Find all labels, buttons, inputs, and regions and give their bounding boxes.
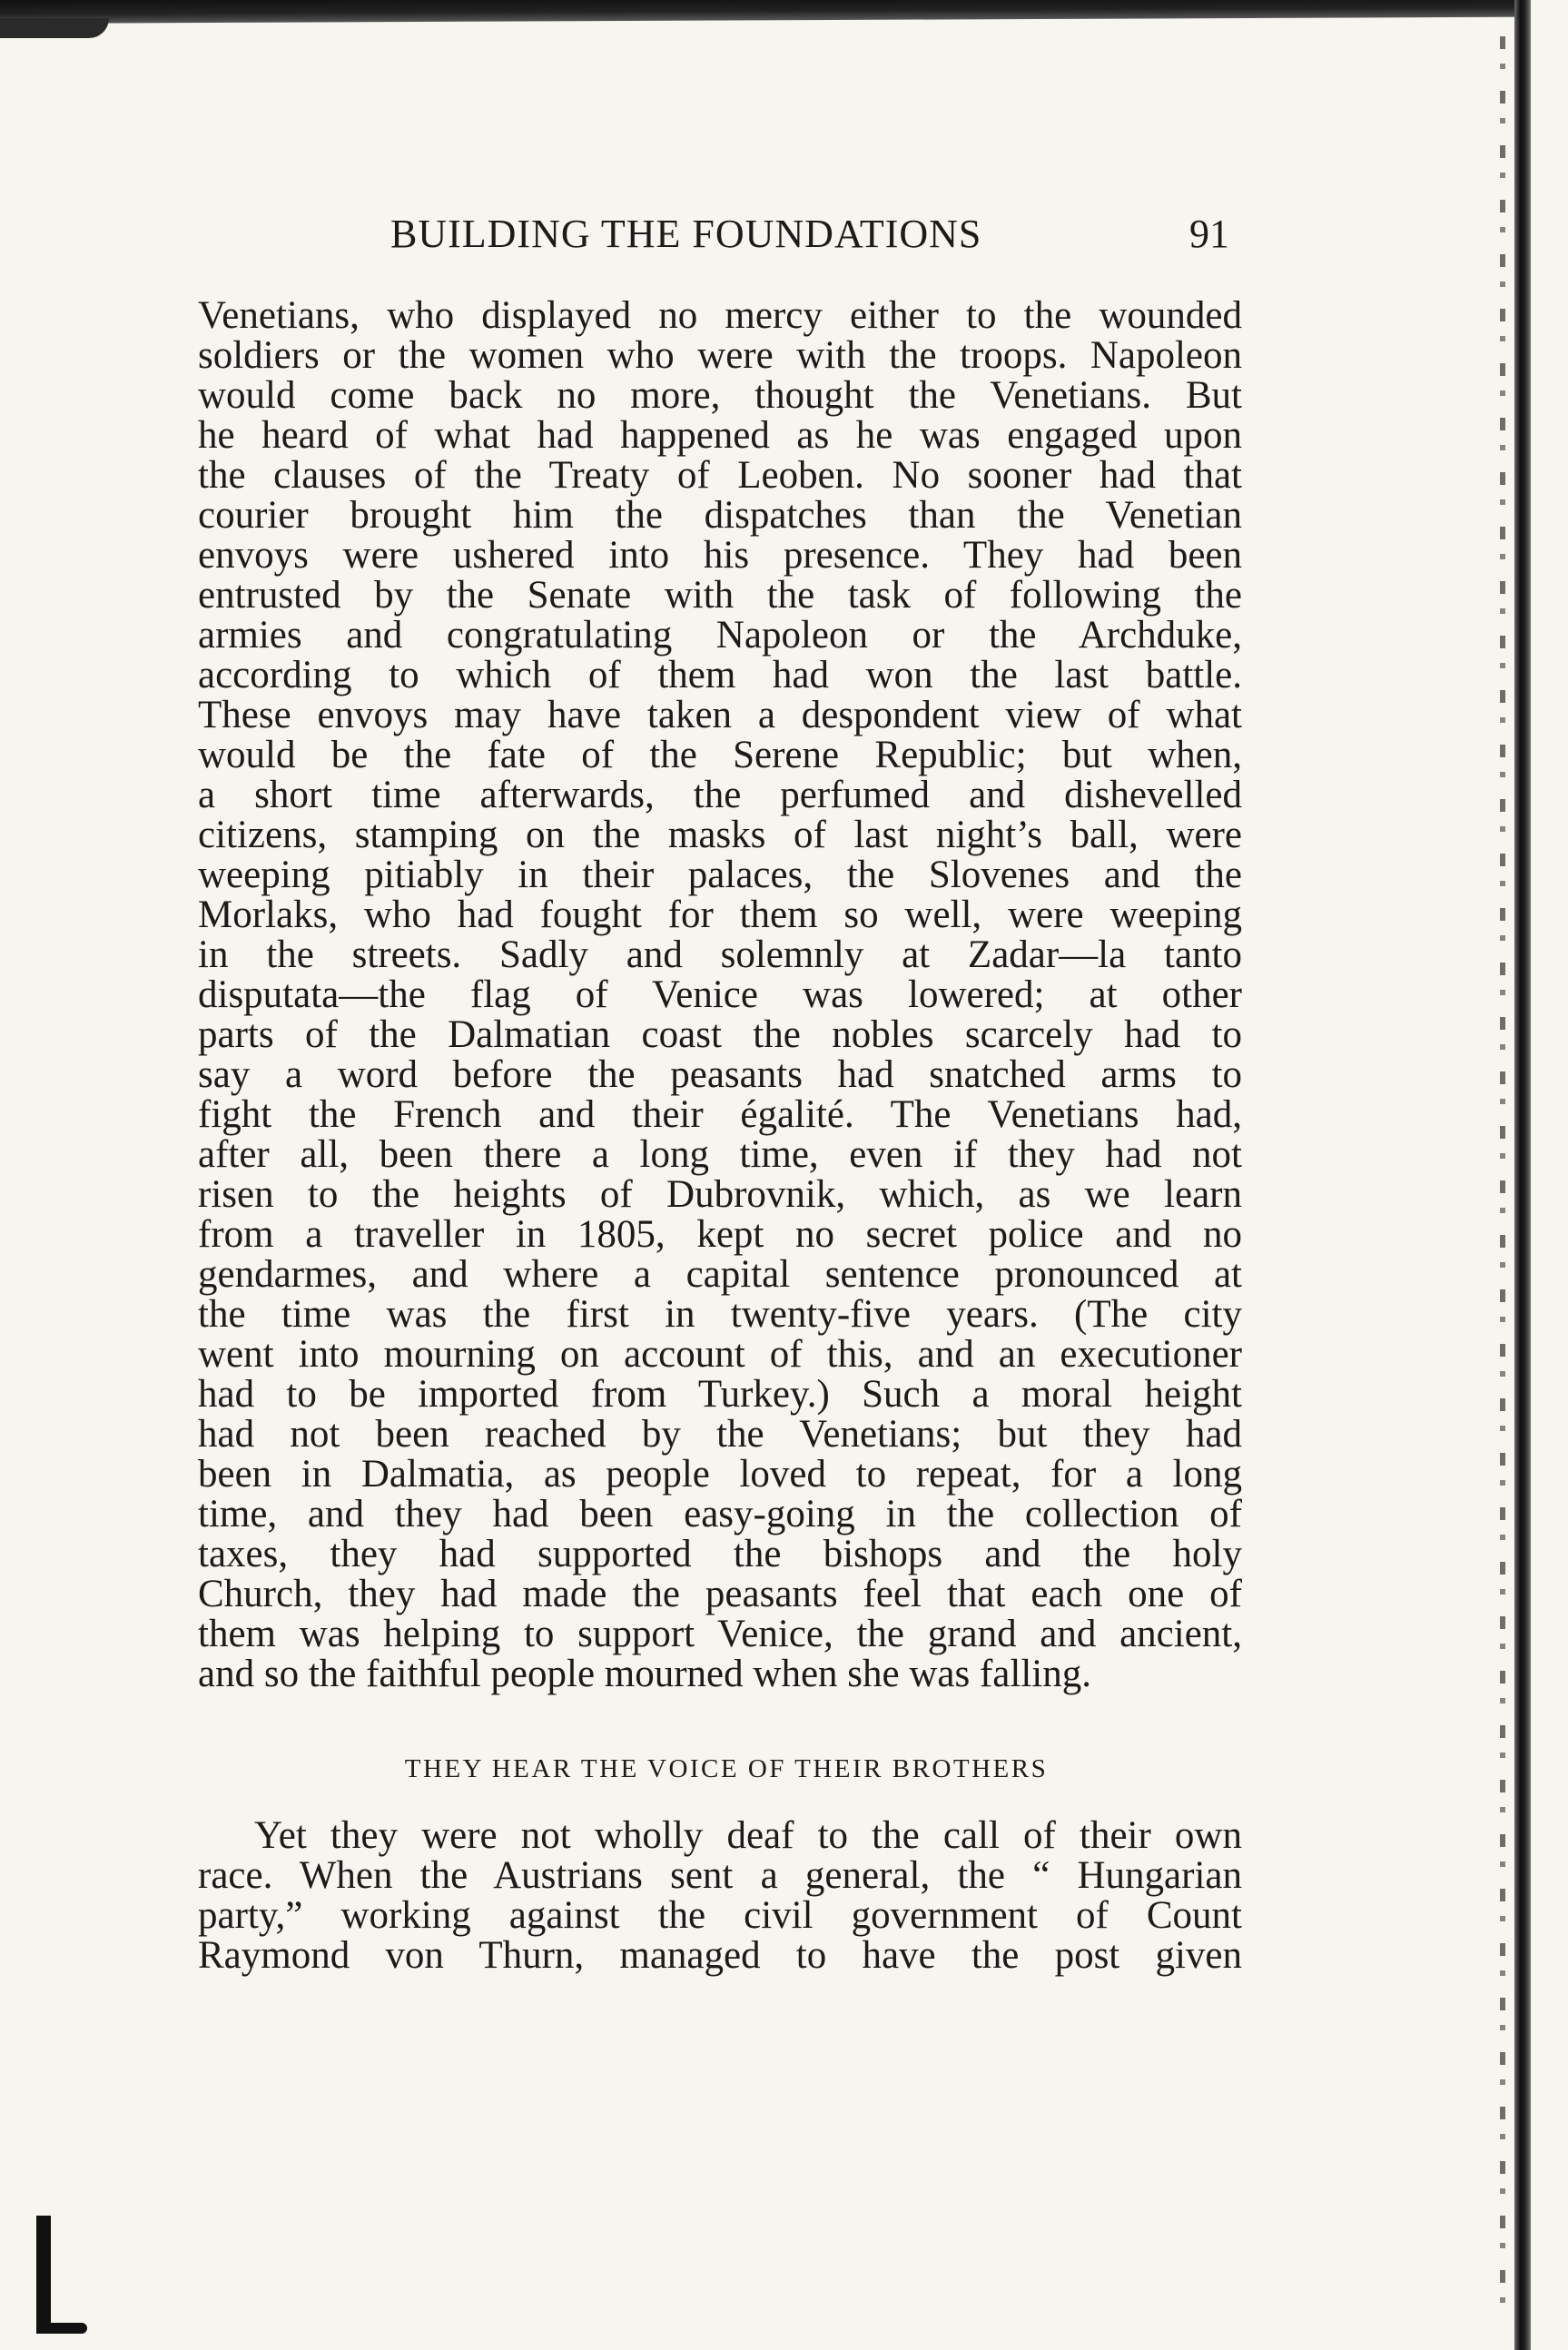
running-head-title: BUILDING THE FOUNDATIONS [390,212,982,256]
text-line: and so the faithful people mourned when she was falling. [198,1653,1091,1695]
section-heading: THEY HEAR THE VOICE OF THEIR BROTHERS [404,1754,1049,1783]
paragraph-one [198,296,1242,1694]
text-line: would be the fate of the Serene Republic; but when, [198,734,1242,776]
text-line: envoys were ushered into his presence. They had been [198,534,1242,577]
text-line: would come back no more, thought the Venetians. But [198,374,1242,417]
right-binding-shadow [1500,36,1505,2306]
text-line: parts of the Dalmatian coast the nobles scarcely had to [198,1013,1242,1056]
text-line: in the streets. Sadly and solemnly at Zadar—la tanto [198,933,1242,976]
text-line: he heard of what had happened as he was engaged upon [198,414,1242,457]
text-line: according to which of them had won the last battle. [198,654,1242,696]
text-line: soldiers or the women who were with the troops. Napoleon [198,334,1242,377]
text-line: weeping pitiably in their palaces, the Slovenes and the [198,854,1242,896]
text-line: courier brought him the dispatches than the Venetian [198,494,1242,537]
right-scan-border [1514,0,1531,2350]
text-line: citizens, stamping on the masks of last night’s ball, were [198,814,1242,856]
text-line: a short time afterwards, the perfumed and dishevelled [198,774,1242,816]
text-line: the time was the first in twenty-five years. (The city [198,1293,1242,1336]
text-line: Church, they had made the peasants feel that each one of [198,1573,1242,1615]
text-line: time, and they had been easy-going in the collection of [198,1493,1242,1535]
text-line: fight the French and their égalité. The Venetians had, [198,1093,1242,1136]
text-line: had not been reached by the Venetians; but they had [198,1413,1242,1456]
bottom-left-corner-mark-foot [36,2323,87,2334]
text-line: Morlaks, who had fought for them so well, were weeping [198,894,1242,936]
text-line: gendarmes, and where a capital sentence pronounced at [198,1253,1242,1296]
text-line: party,” working against the civil government of Count [198,1894,1242,1937]
bottom-left-corner-mark [36,2216,51,2334]
text-line: race. When the Austrians sent a general, the “ Hungarian [198,1854,1242,1897]
text-line: disputata—the flag of Venice was lowered; at other [198,973,1242,1016]
text-line: them was helping to support Venice, the grand and ancient, [198,1613,1242,1655]
text-line: say a word before the peasants had snatched arms to [198,1053,1242,1096]
text-line: been in Dalmatia, as people loved to repeat, for a long [198,1453,1242,1496]
text-line: from a traveller in 1805, kept no secret police and no [198,1213,1242,1256]
text-line: risen to the heights of Dubrovnik, which, as we learn [198,1173,1242,1216]
top-scan-border [0,0,1525,24]
text-line: Venetians, who displayed no mercy either to the wounded [198,294,1242,337]
paragraph-two [198,1816,1242,1976]
text-line: Yet they were not wholly deaf to the call of their own [254,1814,1242,1857]
text-line: after all, been there a long time, even if they had not [198,1133,1242,1176]
text-line: taxes, they had supported the bishops and the holy [198,1533,1242,1575]
text-line: entrusted by the Senate with the task of following the [198,574,1242,617]
text-line: These envoys may have taken a despondent view of what [198,694,1242,736]
text-line: had to be imported from Turkey.) Such a moral height [198,1373,1242,1416]
top-left-scan-shadow [0,18,109,38]
text-line: Raymond von Thurn, managed to have the post given [198,1934,1242,1977]
text-line: the clauses of the Treaty of Leoben. No sooner had that [198,454,1242,497]
text-line: armies and congratulating Napoleon or the Archduke, [198,614,1242,657]
text-line: went into mourning on account of this, and an executioner [198,1333,1242,1376]
page-number: 91 [1189,212,1229,256]
